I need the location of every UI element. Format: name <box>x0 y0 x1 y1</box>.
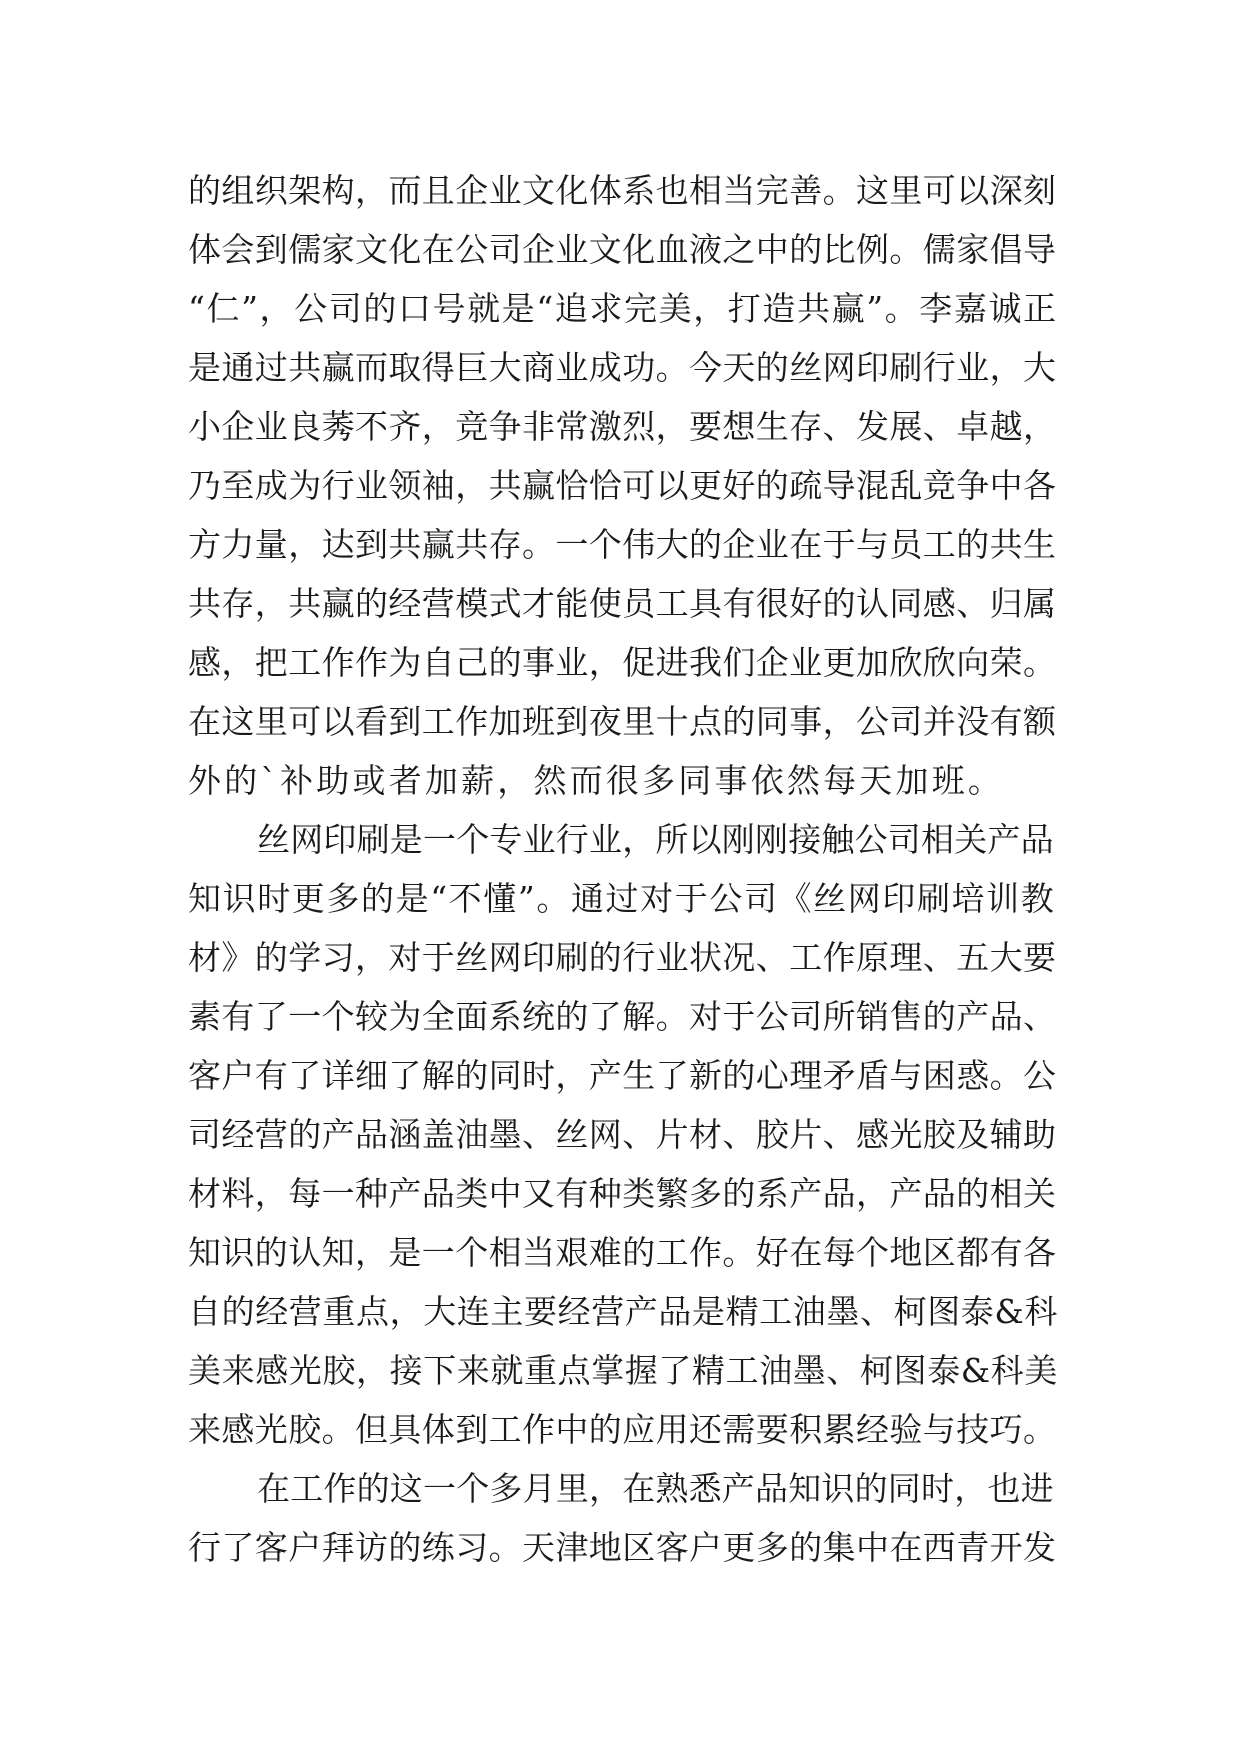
text-line: 美来感光胶，接下来就重点掌握了精工油墨、柯图泰&科美 <box>188 1351 1058 1390</box>
text-line: 知识的认知，是一个相当艰难的工作。好在每个地区都有各 <box>188 1233 1057 1272</box>
text-line: 方力量，达到共赢共存。一个伟大的企业在于与员工的共生 <box>188 525 1057 564</box>
text-line: 自的经营重点，大连主要经营产品是精工油墨、柯图泰&科 <box>188 1292 1058 1331</box>
text-line: 体会到儒家文化在公司企业文化血液之中的比例。儒家倡导 <box>188 230 1057 269</box>
text-line: 的组织架构，而且企业文化体系也相当完善。这里可以深刻 <box>188 171 1057 210</box>
paragraph-first-line: 在工作的这一个多月里，在熟悉产品知识的同时，也进 <box>257 1469 1054 1508</box>
text-line: 共存，共赢的经营模式才能使员工具有很好的认同感、归属 <box>188 584 1057 623</box>
text-line: 材料，每一种产品类中又有种类繁多的系产品，产品的相关 <box>188 1174 1057 1213</box>
text-line: 来感光胶。但具体到工作中的应用还需要积累经验与技巧。 <box>188 1410 1057 1449</box>
text-line: 感，把工作作为自己的事业，促进我们企业更加欣欣向荣。 <box>188 643 1057 682</box>
text-line: 在这里可以看到工作加班到夜里十点的同事，公司并没有额 <box>188 702 1057 741</box>
text-line: 小企业良莠不齐，竞争非常激烈，要想生存、发展、卓越， <box>188 407 1057 446</box>
text-line: 司经营的产品涵盖油墨、丝网、片材、胶片、感光胶及辅助 <box>188 1115 1057 1154</box>
body-text <box>188 161 1058 1577</box>
text-line: 客户有了详细了解的同时，产生了新的心理矛盾与困惑。公 <box>188 1056 1057 1095</box>
text-line: 知识时更多的是“不懂”。通过对于公司《丝网印刷培训教 <box>188 879 1056 918</box>
text-line: 外的`补助或者加薪，然而很多同事依然每天加班。 <box>188 761 1005 800</box>
text-line: “仁”，公司的口号就是“追求完美，打造共赢”。李嘉诚正 <box>188 289 1058 328</box>
text-line: 素有了一个较为全面系统的了解。对于公司所销售的产品、 <box>188 997 1057 1036</box>
text-line: 是通过共赢而取得巨大商业成功。今天的丝网印刷行业，大 <box>188 348 1057 387</box>
text-line: 乃至成为行业领袖，共赢恰恰可以更好的疏导混乱竞争中各 <box>188 466 1057 505</box>
text-line: 行了客户拜访的练习。天津地区客户更多的集中在西青开发 <box>188 1528 1057 1567</box>
paragraph-first-line: 丝网印刷是一个专业行业，所以刚刚接触公司相关产品 <box>257 820 1054 859</box>
text-line: 材》的学习，对于丝网印刷的行业状况、工作原理、五大要 <box>188 938 1057 977</box>
